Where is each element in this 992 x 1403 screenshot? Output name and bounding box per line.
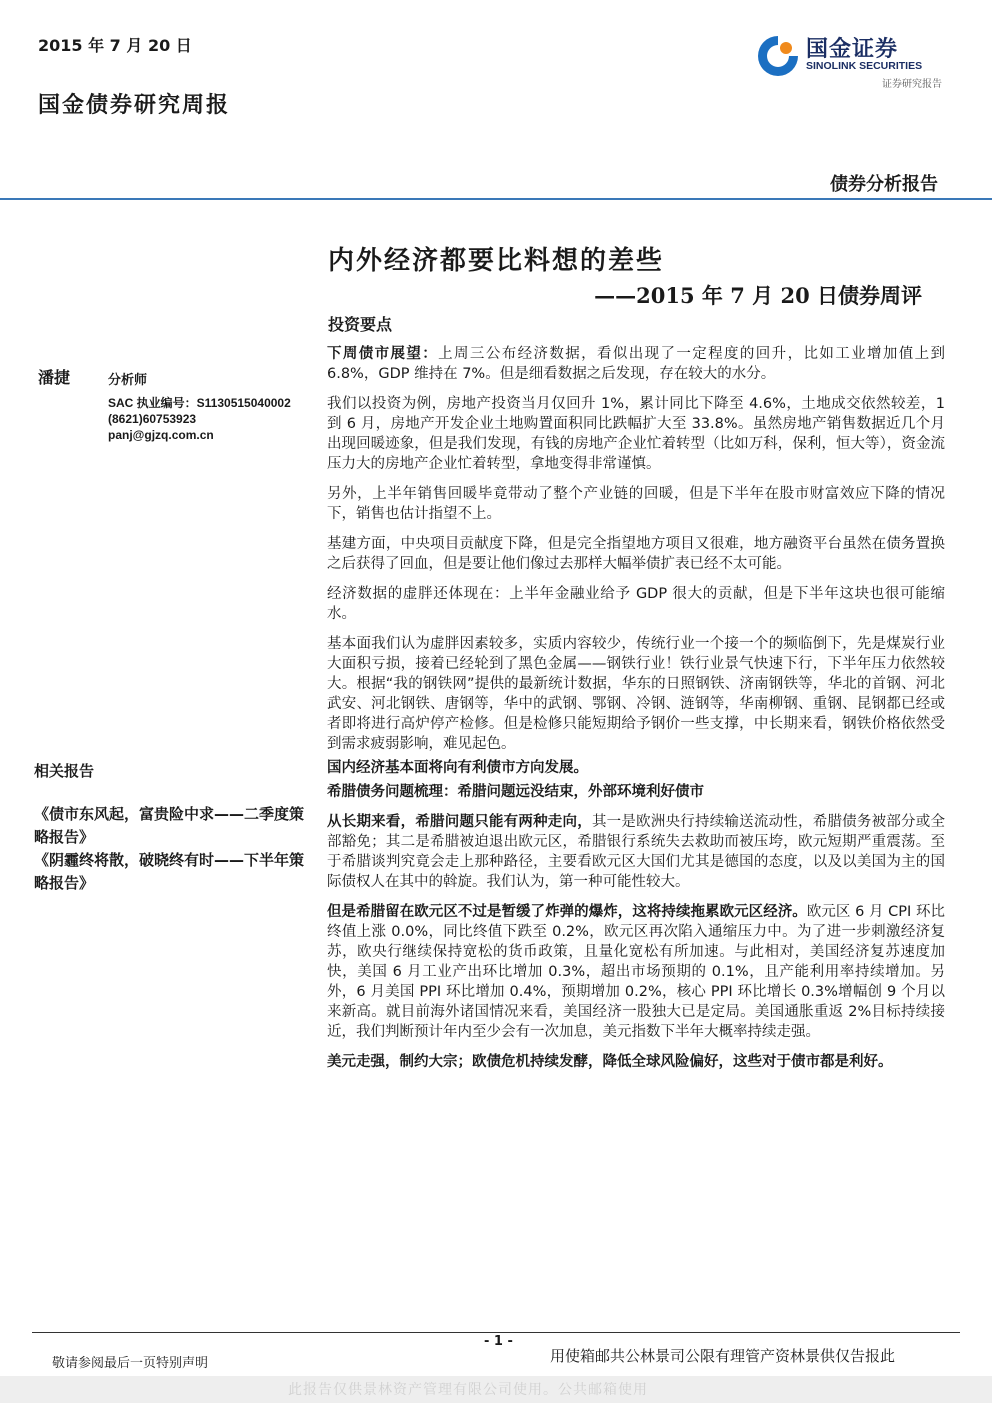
paragraph-greece: 从长期来看，希腊问题只能有两种走向，其一是欧洲央行持续输送流动性，希腊债务被部分或全部豁免；其二是希腊被迫退出欧元区，希腊银行系统失去救助而被压垮，欧元短期严重震荡。至于希腊谈判究竟会走上那种路径，主要看欧元区大国们尤其是德国的态度，以及以美国为主的国际债权人在其中的斡旋。我们认为，第一种可能性较大。 <box>327 814 945 890</box>
page-number: - 1 - <box>484 1334 513 1349</box>
paragraph-lead: 下周债市展望： <box>327 346 439 362</box>
header-divider <box>0 198 992 200</box>
footer-disclaimer: 敬请参阅最后一页特别声明 <box>52 1356 209 1371</box>
logo-chinese-name: 国金证券 <box>806 37 899 62</box>
logo-english-name: SINOLINK SECURITIES <box>806 60 923 72</box>
watermark-text: 此报告仅供景林资产管理有限公司使用。公共邮箱使用 <box>288 1382 648 1398</box>
report-subtitle: ——2015 年 7 月 20 日债券周评 <box>594 283 922 308</box>
report-title: 内外经济都要比料想的差些 <box>328 246 665 276</box>
section-heading-greece: 希腊债务问题梳理：希腊问题远没结束，外部环境利好债市 <box>327 784 704 800</box>
related-reports-list <box>34 803 318 895</box>
analyst-contact <box>108 395 291 443</box>
report-date: 2015 年 7 月 20 日 <box>38 36 192 55</box>
key-points-heading: 投资要点 <box>328 315 393 334</box>
paragraph-dollar: 美元走强，制约大宗；欧债危机持续发酵，降低全球风险偏好，这些对于债市都是利好。 <box>327 1054 893 1070</box>
paragraph-outlook: 下周债市展望：上周三公布经济数据，看似出现了一定程度的回升，比如工业增加值上到 6.8%，GDP 维持在 7%。但是细看数据之后发现，存在较大的水分。 <box>327 346 945 382</box>
report-type: 债券分析报告 <box>830 174 938 195</box>
analyst-phone: (8621)60753923 <box>108 412 197 426</box>
analyst-name: 潘捷 <box>38 368 71 387</box>
company-logo <box>756 30 956 94</box>
related-reports-heading: 相关报告 <box>34 762 95 780</box>
logo-subtitle: 证券研究报告 <box>882 79 942 90</box>
analyst-email: panj@gjzq.com.cn <box>108 428 214 442</box>
brand-title: 国金债券研究周报 <box>38 92 231 118</box>
report-body <box>327 344 945 1082</box>
footer-notice: 用使箱邮共公林景司公限有理管产资林景供仅告报此 <box>550 1347 896 1365</box>
paragraph-sales: 另外，上半年销售回暖毕竟带动了整个产业链的回暖，但是下半年在股市财富效应下降的情况下，销售也估计指望不上。 <box>327 486 945 522</box>
paragraph-eurozone: 但是希腊留在欧元区不过是暂缓了炸弹的爆炸，这将持续拖累欧元区经济。欧元区 6 月 CPI 环比终值上涨 0.0%，同比终值下跌至 0.2%，欧元区再次陷入通缩压力中。为了进一步刺激经济复苏，欧央行继续保持宽松的货币政策，且量化宽松有所加速。与此相对，美国经济复苏速度加快，美国 6 月工业产出环比增加 0.3%，超出市场预期的 0.1%，且产能利用率持续增加。另外，6 月美国 PPI 环比增加 0.4%，预期增加 0.2%，核心 PPI 环比增长 0.3%增幅创 9 个月以来新高。就目前海外诸国情况来看，美国经济一股独大已是定局。美国通胀重返 2%目标持续接近，我们判断预计年内至少会有一次加息，美元指数下半年大概率持续走强。 <box>327 904 945 1040</box>
paragraph-finance: 经济数据的虚胖还体现在：上半年金融业给予 GDP 很大的贡献，但是下半年这块也很可能缩水。 <box>327 586 945 622</box>
paragraph-steel: 基本面我们认为虚胖因素较多，实质内容较少，传统行业一个接一个的频临倒下，先是煤炭行业大面积亏损，接着已经轮到了黑色金属——钢铁行业！铁行业景气快速下行，下半年压力依然较大。根据“我的钢铁网”提供的最新统计数据，华东的日照钢铁、济南钢铁等，华北的首钢、河北武安、河北钢铁、唐钢等，华中的武钢、鄂钢、冷钢、涟钢等，华南柳钢、重钢、昆钢都已经或者即将进行高炉停产检修。但是检修只能短期给予钢价一些支撑，中长期来看，钢铁价格依然受到需求疲弱影响，难见起色。 <box>327 636 945 752</box>
paragraph-investment: 我们以投资为例，房地产投资当月仅回升 1%，累计同比下降至 4.6%，土地成交依然较差，1 到 6 月，房地产开发企业土地购置面积同比跌幅扩大至 33.8%。虽然房地产销售数据近几个月出现回暖迹象，但是我们发现，有钱的房地产企业忙着转型（比如万科，保利，恒大等），资金流压力大的房地产企业忙着转型，拿地变得非常谨慎。 <box>327 396 945 472</box>
paragraph-infrastructure: 基建方面，中央项目贡献度下降，但是完全指望地方项目又很难，地方融资平台虽然在债务置换之后获得了回血，但是要让他们像过去那样大幅举债扩表已经不太可能。 <box>327 536 945 572</box>
paragraph-conclusion: 国内经济基本面将向有利债市方向发展。 <box>327 760 588 776</box>
paragraph-lead: 但是希腊留在欧元区不过是暂缓了炸弹的爆炸，这将持续拖累欧元区经济。 <box>327 904 807 920</box>
related-report-item: 《债市东风起，富贵险中求——二季度策略报告》 <box>34 805 305 846</box>
related-report-item: 《阴霾终将散，破晓终有时——下半年策略报告》 <box>34 851 305 892</box>
footer-divider <box>32 1332 960 1333</box>
analyst-role: 分析师 <box>108 373 148 388</box>
paragraph-lead: 从长期来看，希腊问题只能有两种走向， <box>327 814 592 830</box>
analyst-sac-number: SAC 执业编号：S1130515040002 <box>108 396 291 410</box>
sinolink-logo-icon <box>756 34 800 78</box>
